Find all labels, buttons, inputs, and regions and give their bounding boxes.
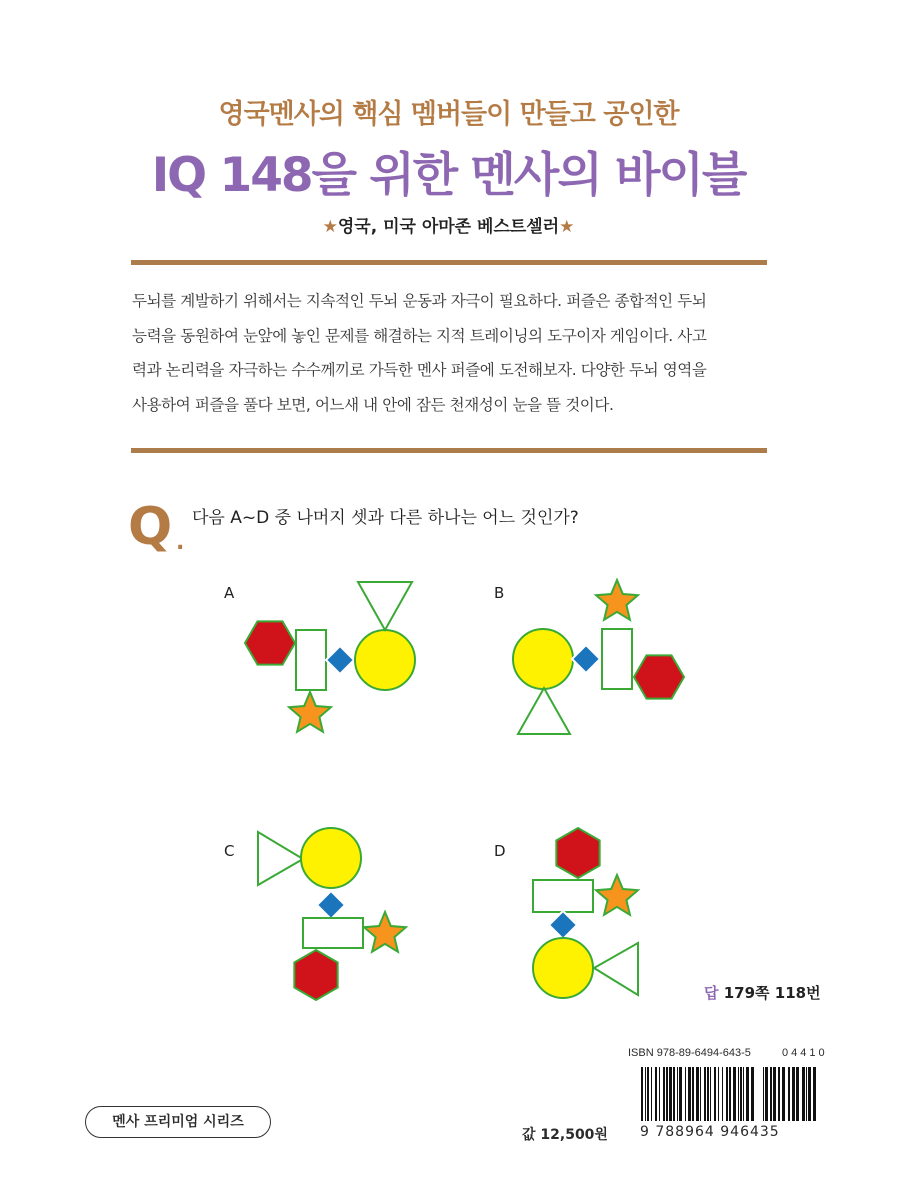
barcode-bar xyxy=(692,1067,694,1121)
barcode-bar xyxy=(743,1067,744,1121)
series-badge: 멘사 프리미엄 시리즈 xyxy=(85,1106,271,1138)
description-line: 두뇌를 계발하기 위해서는 지속적인 두뇌 운동과 자극이 필요하다. 퍼즐은 종합적인 두뇌 xyxy=(132,292,707,310)
triangle-shape xyxy=(594,943,638,995)
star-shape xyxy=(289,692,331,732)
question-dot: . xyxy=(176,530,185,555)
barcode-bar xyxy=(696,1067,699,1121)
option-label-b: B xyxy=(494,584,505,602)
answer-text: 179쪽 118번 xyxy=(723,984,821,1002)
barcode-bar xyxy=(659,1067,660,1121)
barcode-bar xyxy=(651,1067,652,1121)
barcode-bar xyxy=(645,1067,646,1121)
barcode-bar xyxy=(726,1067,728,1121)
hexagon-shape xyxy=(556,828,599,878)
title: IQ 148을 위한 멘사의 바이블 xyxy=(151,148,746,203)
barcode-bar xyxy=(647,1067,649,1121)
barcode-bar xyxy=(704,1067,706,1121)
barcode-bar xyxy=(733,1067,736,1121)
barcode-bar xyxy=(778,1067,780,1121)
circle-shape xyxy=(355,630,415,690)
hexagon-shape xyxy=(294,950,337,1000)
barcode-bar xyxy=(792,1067,795,1121)
barcode-bar xyxy=(714,1067,716,1121)
barcode-bar xyxy=(788,1067,790,1121)
barcode-bar xyxy=(679,1067,682,1121)
star-shape xyxy=(364,912,406,952)
barcode-bar xyxy=(707,1067,709,1121)
barcode-bar xyxy=(765,1067,768,1121)
barcode-bar xyxy=(655,1067,657,1121)
rectangle-shape xyxy=(602,629,632,689)
barcode-bar xyxy=(673,1067,675,1121)
barcode-number: 9 788964 946435 xyxy=(640,1124,780,1140)
barcode-bar xyxy=(700,1067,701,1121)
circle-shape xyxy=(513,629,573,689)
barcode-bar xyxy=(738,1067,739,1121)
barcode-bar xyxy=(782,1067,785,1121)
barcode-bar xyxy=(685,1067,686,1121)
barcode-bar xyxy=(802,1067,805,1121)
star-icon: ★ xyxy=(559,217,575,237)
hexagon-shape xyxy=(634,655,684,698)
diamond-shape xyxy=(317,891,345,919)
star-icon: ★ xyxy=(322,217,338,237)
question-text: 다음 A~D 중 나머지 셋과 다른 하나는 어느 것인가? xyxy=(192,508,579,528)
barcode-bar xyxy=(796,1067,799,1121)
circle-shape xyxy=(533,938,593,998)
price: 값 12,500원 xyxy=(522,1127,608,1143)
barcode-bar xyxy=(666,1067,668,1121)
isbn-addon: 04410 xyxy=(782,1047,828,1059)
barcode-bar xyxy=(677,1067,678,1121)
star-shape xyxy=(596,580,638,620)
description-line: 력과 논리력을 자극하는 수수께끼로 가득한 멘사 퍼즐에 도전해보자. 다양한 두뇌 영역을 xyxy=(132,361,707,379)
star-shape xyxy=(596,875,638,915)
barcode-bar xyxy=(763,1067,764,1121)
barcode-bar xyxy=(746,1067,749,1121)
barcode-bar xyxy=(770,1067,772,1121)
description-line: 능력을 동원하여 눈앞에 놓인 문제를 해결하는 지적 트레이닝의 도구이자 게임이다. 사고 xyxy=(132,326,707,345)
barcode-bar xyxy=(740,1067,742,1121)
barcode-bar xyxy=(773,1067,776,1121)
triangle-shape xyxy=(518,688,570,734)
barcode-bar xyxy=(813,1067,816,1121)
barcode-bar xyxy=(808,1067,811,1121)
tagline-text: 영국, 미국 아마존 베스트셀러 xyxy=(337,217,560,237)
rectangle-shape xyxy=(533,880,593,912)
question-mark-label: Q xyxy=(128,497,173,557)
barcode-bar xyxy=(751,1067,754,1121)
option-label-d: D xyxy=(494,842,506,860)
rectangle-shape xyxy=(303,918,363,948)
triangle-shape xyxy=(258,832,303,885)
triangle-shape xyxy=(358,582,412,630)
barcode-bar xyxy=(722,1067,723,1121)
circle-shape xyxy=(301,828,361,888)
subtitle: 영국멘사의 핵심 멤버들이 만들고 공인한 xyxy=(218,99,679,130)
barcode-bar xyxy=(806,1067,807,1121)
barcode-bar xyxy=(710,1067,711,1121)
barcode-bar xyxy=(718,1067,719,1121)
option-label-c: C xyxy=(224,842,235,860)
barcode-bar xyxy=(729,1067,731,1121)
barcode-bar xyxy=(641,1067,643,1121)
answer-label: 답 xyxy=(704,984,719,1002)
barcode-bar xyxy=(663,1067,665,1121)
barcode-bar xyxy=(688,1067,691,1121)
barcode-bar xyxy=(669,1067,672,1121)
option-label-a: A xyxy=(224,584,235,602)
diamond-shape xyxy=(572,645,600,673)
diamond-shape xyxy=(326,646,354,674)
hexagon-shape xyxy=(245,621,295,664)
answer-reference xyxy=(704,982,821,1003)
rectangle-shape xyxy=(296,630,326,690)
isbn: ISBN 978-89-6494-643-5 xyxy=(628,1047,751,1059)
description-line: 사용하여 퍼즐을 풀다 보면, 어느새 내 안에 잠든 천재성이 눈을 뜰 것이다. xyxy=(132,395,614,414)
diamond-shape xyxy=(549,911,577,939)
